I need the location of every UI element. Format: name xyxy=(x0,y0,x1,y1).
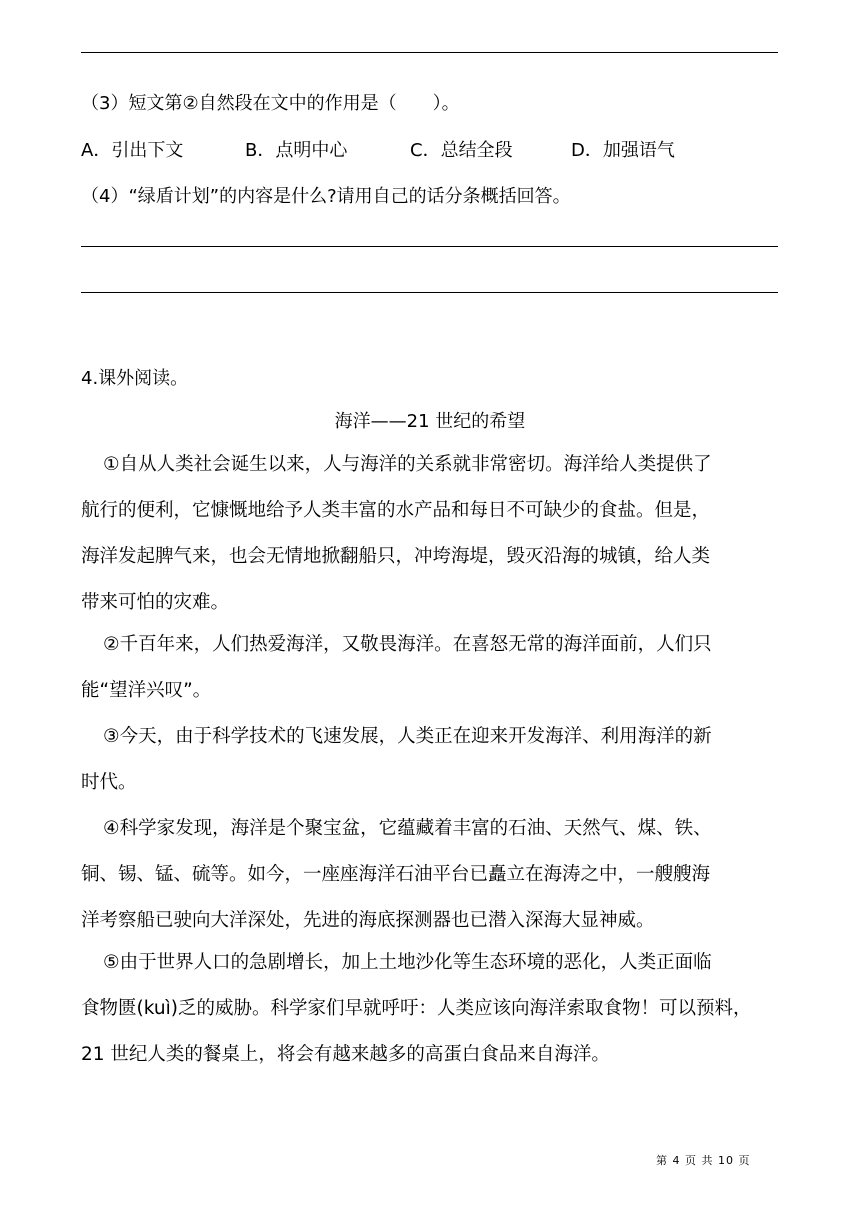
passage-title: 海洋——21 世纪的希望 xyxy=(334,411,526,432)
paragraph-line: ④科学家发现，海洋是个聚宝盆，它蕴藏着丰富的石油、天然气、煤、铁、 xyxy=(103,818,712,839)
option-a: A．引出下文 xyxy=(81,140,184,161)
answer-line-1[interactable] xyxy=(81,246,778,247)
question-4-stem: （4）“绿盾计划”的内容是什么?请用自己的话分条概括回答。 xyxy=(81,186,571,207)
paragraph-2 xyxy=(81,622,778,714)
paragraph-line: ⑤由于世界人口的急剧增长，加上土地沙化等生态环境的恶化，人类正面临 xyxy=(103,952,712,973)
paragraph-line: 航行的便利，它慷慨地给予人类丰富的水产品和每日不可缺少的食盐。但是， xyxy=(81,500,711,521)
option-b: B．点明中心 xyxy=(245,140,348,161)
section-heading: 4.课外阅读。 xyxy=(81,368,189,389)
paragraph-line: 21 世纪人类的餐桌上，将会有越来越多的高蛋白食品来自海洋。 xyxy=(81,1044,610,1065)
paragraph-line: 洋考察船已驶向大洋深处，先进的海底探测器也已潜入深海大显神威。 xyxy=(81,910,655,931)
question-3-stem: （3）短文第②自然段在文中的作用是（ ）。 xyxy=(81,93,460,114)
paragraph-line: 带来可怕的灾难。 xyxy=(81,592,230,613)
paragraph-line: ②千百年来，人们热爱海洋，又敬畏海洋。在喜怒无常的海洋面前，人们只 xyxy=(103,634,712,655)
paragraph-line: 海洋发起脾气来，也会无情地掀翻船只，冲垮海堤，毁灭沿海的城镇，给人类 xyxy=(81,546,711,567)
paragraph-3 xyxy=(81,714,778,806)
paragraph-5 xyxy=(81,940,778,1078)
page-number: 第 4 页 共 10 页 xyxy=(656,1154,751,1167)
option-c: C．总结全段 xyxy=(410,140,513,161)
paragraph-line: 时代。 xyxy=(81,772,137,793)
paragraph-4 xyxy=(81,806,778,944)
paragraph-line: ①自从人类社会诞生以来，人与海洋的关系就非常密切。海洋给人类提供了 xyxy=(103,454,712,475)
answer-line-2[interactable] xyxy=(81,292,778,293)
top-rule xyxy=(81,52,778,53)
paragraph-line: 铜、锡、锰、硫等。如今，一座座海洋石油平台已矗立在海涛之中，一艘艘海 xyxy=(81,864,711,885)
paragraph-line: ③今天，由于科学技术的飞速发展，人类正在迎来开发海洋、利用海洋的新 xyxy=(103,726,712,747)
option-d: D．加强语气 xyxy=(571,140,675,161)
paragraph-1 xyxy=(81,442,778,626)
paragraph-line: 能“望洋兴叹”。 xyxy=(81,680,212,701)
paragraph-line: 食物匮(kuì)乏的威胁。科学家们早就呼吁：人类应该向海洋索取食物！可以预料， xyxy=(81,998,752,1019)
